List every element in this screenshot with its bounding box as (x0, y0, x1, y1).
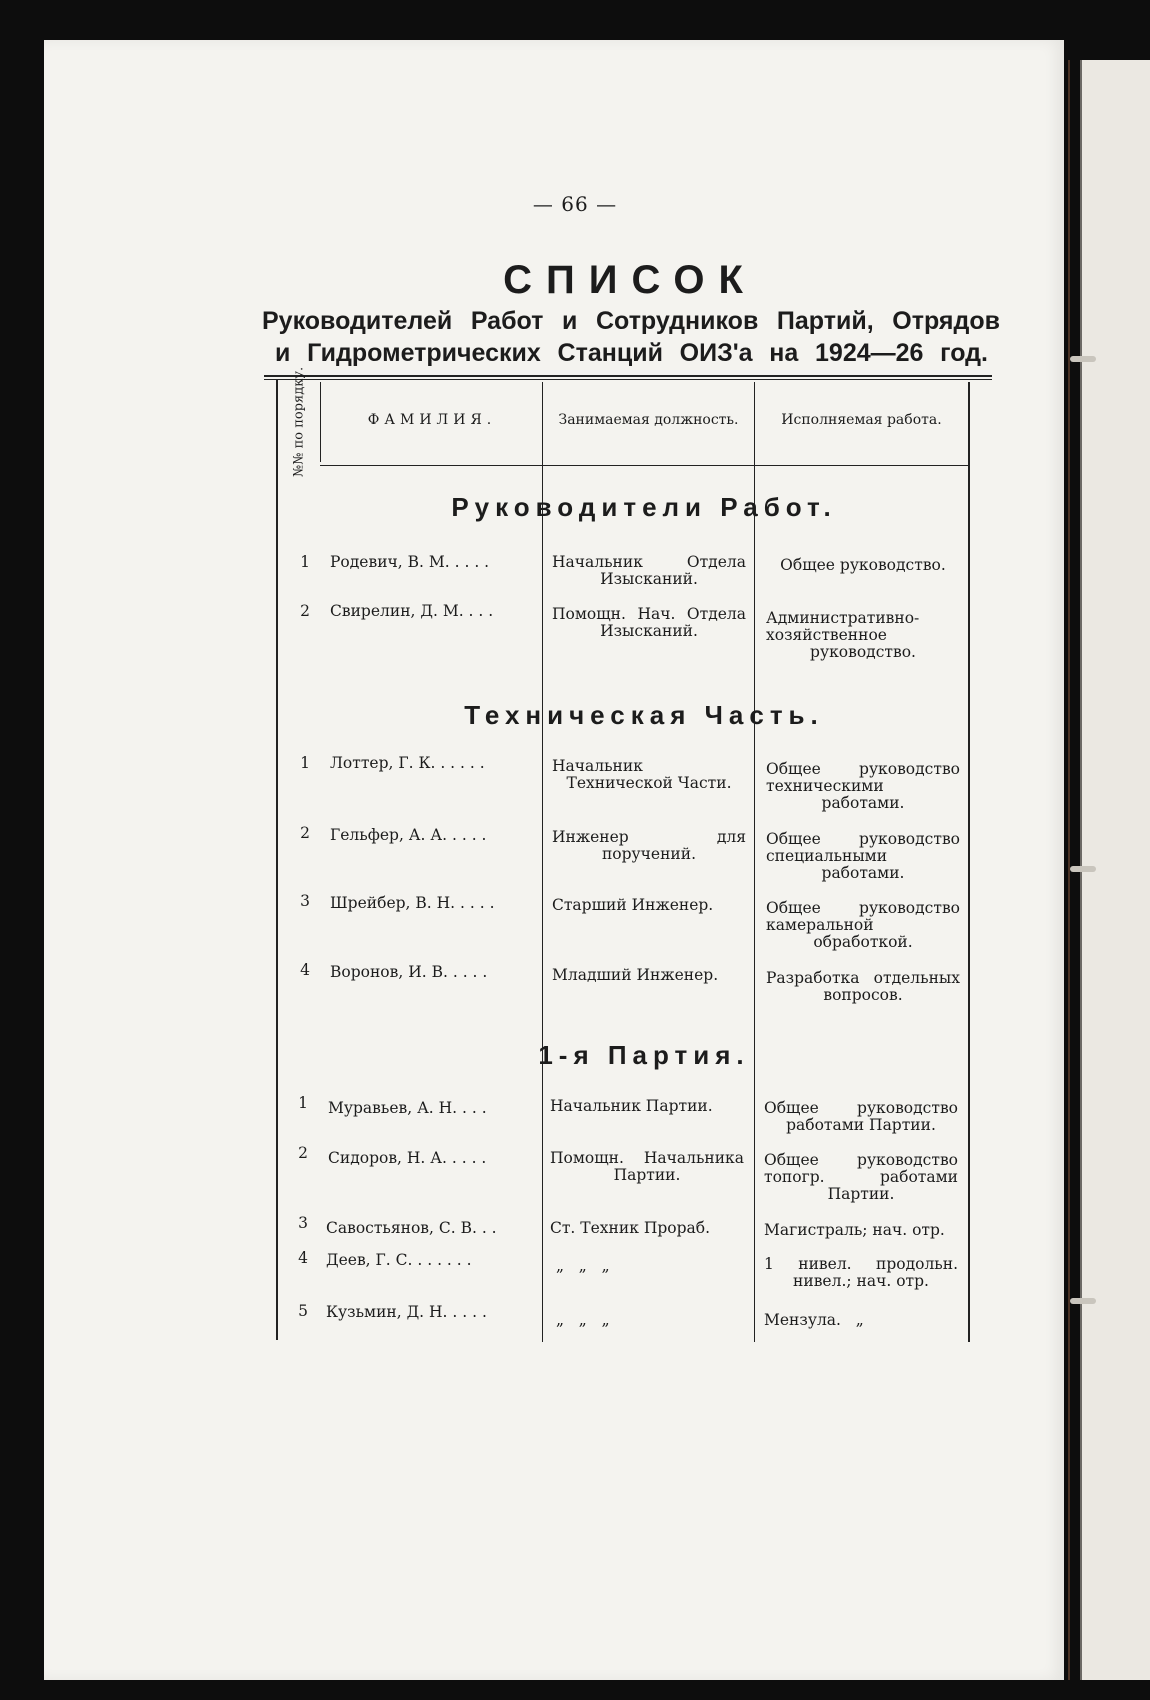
row-number: 4 (298, 1249, 308, 1267)
row-number: 3 (300, 892, 310, 910)
binding-stitch (1070, 1298, 1096, 1304)
binding-stitch (1070, 356, 1096, 362)
column-divider-position (754, 382, 755, 1342)
table-top-rule (264, 375, 992, 377)
row-name: Сидоров, Н. А. . . . . (328, 1150, 487, 1167)
table-left-border (276, 380, 278, 1340)
row-name: Воронов, И. В. . . . . (330, 964, 488, 981)
header-num: №№ по порядку. (291, 366, 307, 478)
row-work: Разработка отдельных вопросов. (766, 969, 960, 1004)
row-work: Магистраль; нач. отр. (764, 1221, 945, 1239)
column-divider-name (542, 382, 543, 1342)
row-number: 2 (300, 602, 310, 620)
header-name: ФАМИЛИЯ. (367, 412, 497, 428)
row-position: Помощн. Начальника Партии. (550, 1149, 744, 1184)
row-number: 1 (300, 754, 310, 772)
row-position: Ст. Техник Прораб. (550, 1219, 711, 1237)
row-number: 2 (298, 1144, 308, 1162)
row-position: Старший Инженер. (552, 896, 714, 914)
row-name: Свирелин, Д. М. . . . (330, 603, 494, 620)
row-name: Родевич, В. М. . . . . (330, 554, 490, 571)
row-name: Деев, Г. С. . . . . . . (326, 1252, 472, 1269)
row-name: Савостьянов, С. В. . . (326, 1220, 497, 1237)
row-work: 1 нивел. продольн. нивел.; нач. отр. (764, 1255, 958, 1290)
row-name: Шрейбер, В. Н. . . . . (330, 895, 495, 912)
header-bottom-rule (320, 465, 968, 466)
table-right-border (968, 382, 970, 1342)
row-work: Общее руководство. (780, 556, 946, 574)
row-position: Начальник Технической Части. (552, 757, 732, 792)
row-work: Общее руководство камеральной обработкой. (766, 899, 960, 951)
row-position-ditto: „ „ „ (556, 1311, 610, 1329)
row-work: Административно-хозяйственное руководство. (766, 609, 920, 661)
subtitle-line-2: и Гидрометрических Станций ОИЗ'а на 1924—26 год. (275, 339, 988, 367)
row-name: Кузьмин, Д. Н. . . . . (326, 1304, 487, 1321)
section-title: Руководители Работ. (451, 492, 837, 522)
row-number: 1 (300, 553, 310, 571)
header-work: Исполняемая работа. (781, 412, 942, 428)
row-work: Мензула. „ (764, 1311, 864, 1329)
page-number: — 66 — (532, 192, 618, 216)
binding-stitch (1070, 866, 1096, 872)
row-position: Начальник Партии. (550, 1097, 713, 1115)
row-work: Общее руководство техническими работами. (766, 760, 960, 812)
row-name: Муравьев, А. Н. . . . (328, 1100, 487, 1117)
row-position: Помощн. Нач. Отдела Изысканий. (552, 605, 746, 640)
table-top-rule-thin (264, 379, 992, 380)
row-work: Общее руководство специальными работами. (766, 830, 960, 882)
page-title: СПИСОК (503, 258, 757, 302)
row-name: Лоттер, Г. К. . . . . . (330, 755, 485, 772)
section-title: Техническая Часть. (464, 700, 824, 730)
row-position-ditto: „ „ „ (556, 1257, 610, 1275)
row-name: Гельфер, А. А. . . . . (330, 827, 487, 844)
subtitle-line-1: Руководителей Работ и Сотрудников Партий, Отрядов (262, 307, 1000, 335)
row-position: Начальник Отдела Изысканий. (552, 553, 746, 588)
header-num-divider (320, 382, 321, 462)
row-number: 2 (300, 824, 310, 842)
row-number: 1 (298, 1094, 308, 1112)
row-position: Инженер для поручений. (552, 828, 746, 863)
row-number: 5 (298, 1302, 308, 1320)
row-position: Младший Инженер. (552, 966, 719, 984)
row-number: 4 (300, 961, 310, 979)
row-work: Общее руководство топогр. работами Партии. (764, 1151, 958, 1203)
section-title: 1-я Партия. (538, 1040, 750, 1070)
row-work: Общее руководство работами Партии. (764, 1099, 958, 1134)
header-position: Занимаемая должность. (558, 412, 739, 428)
row-number: 3 (298, 1214, 308, 1232)
